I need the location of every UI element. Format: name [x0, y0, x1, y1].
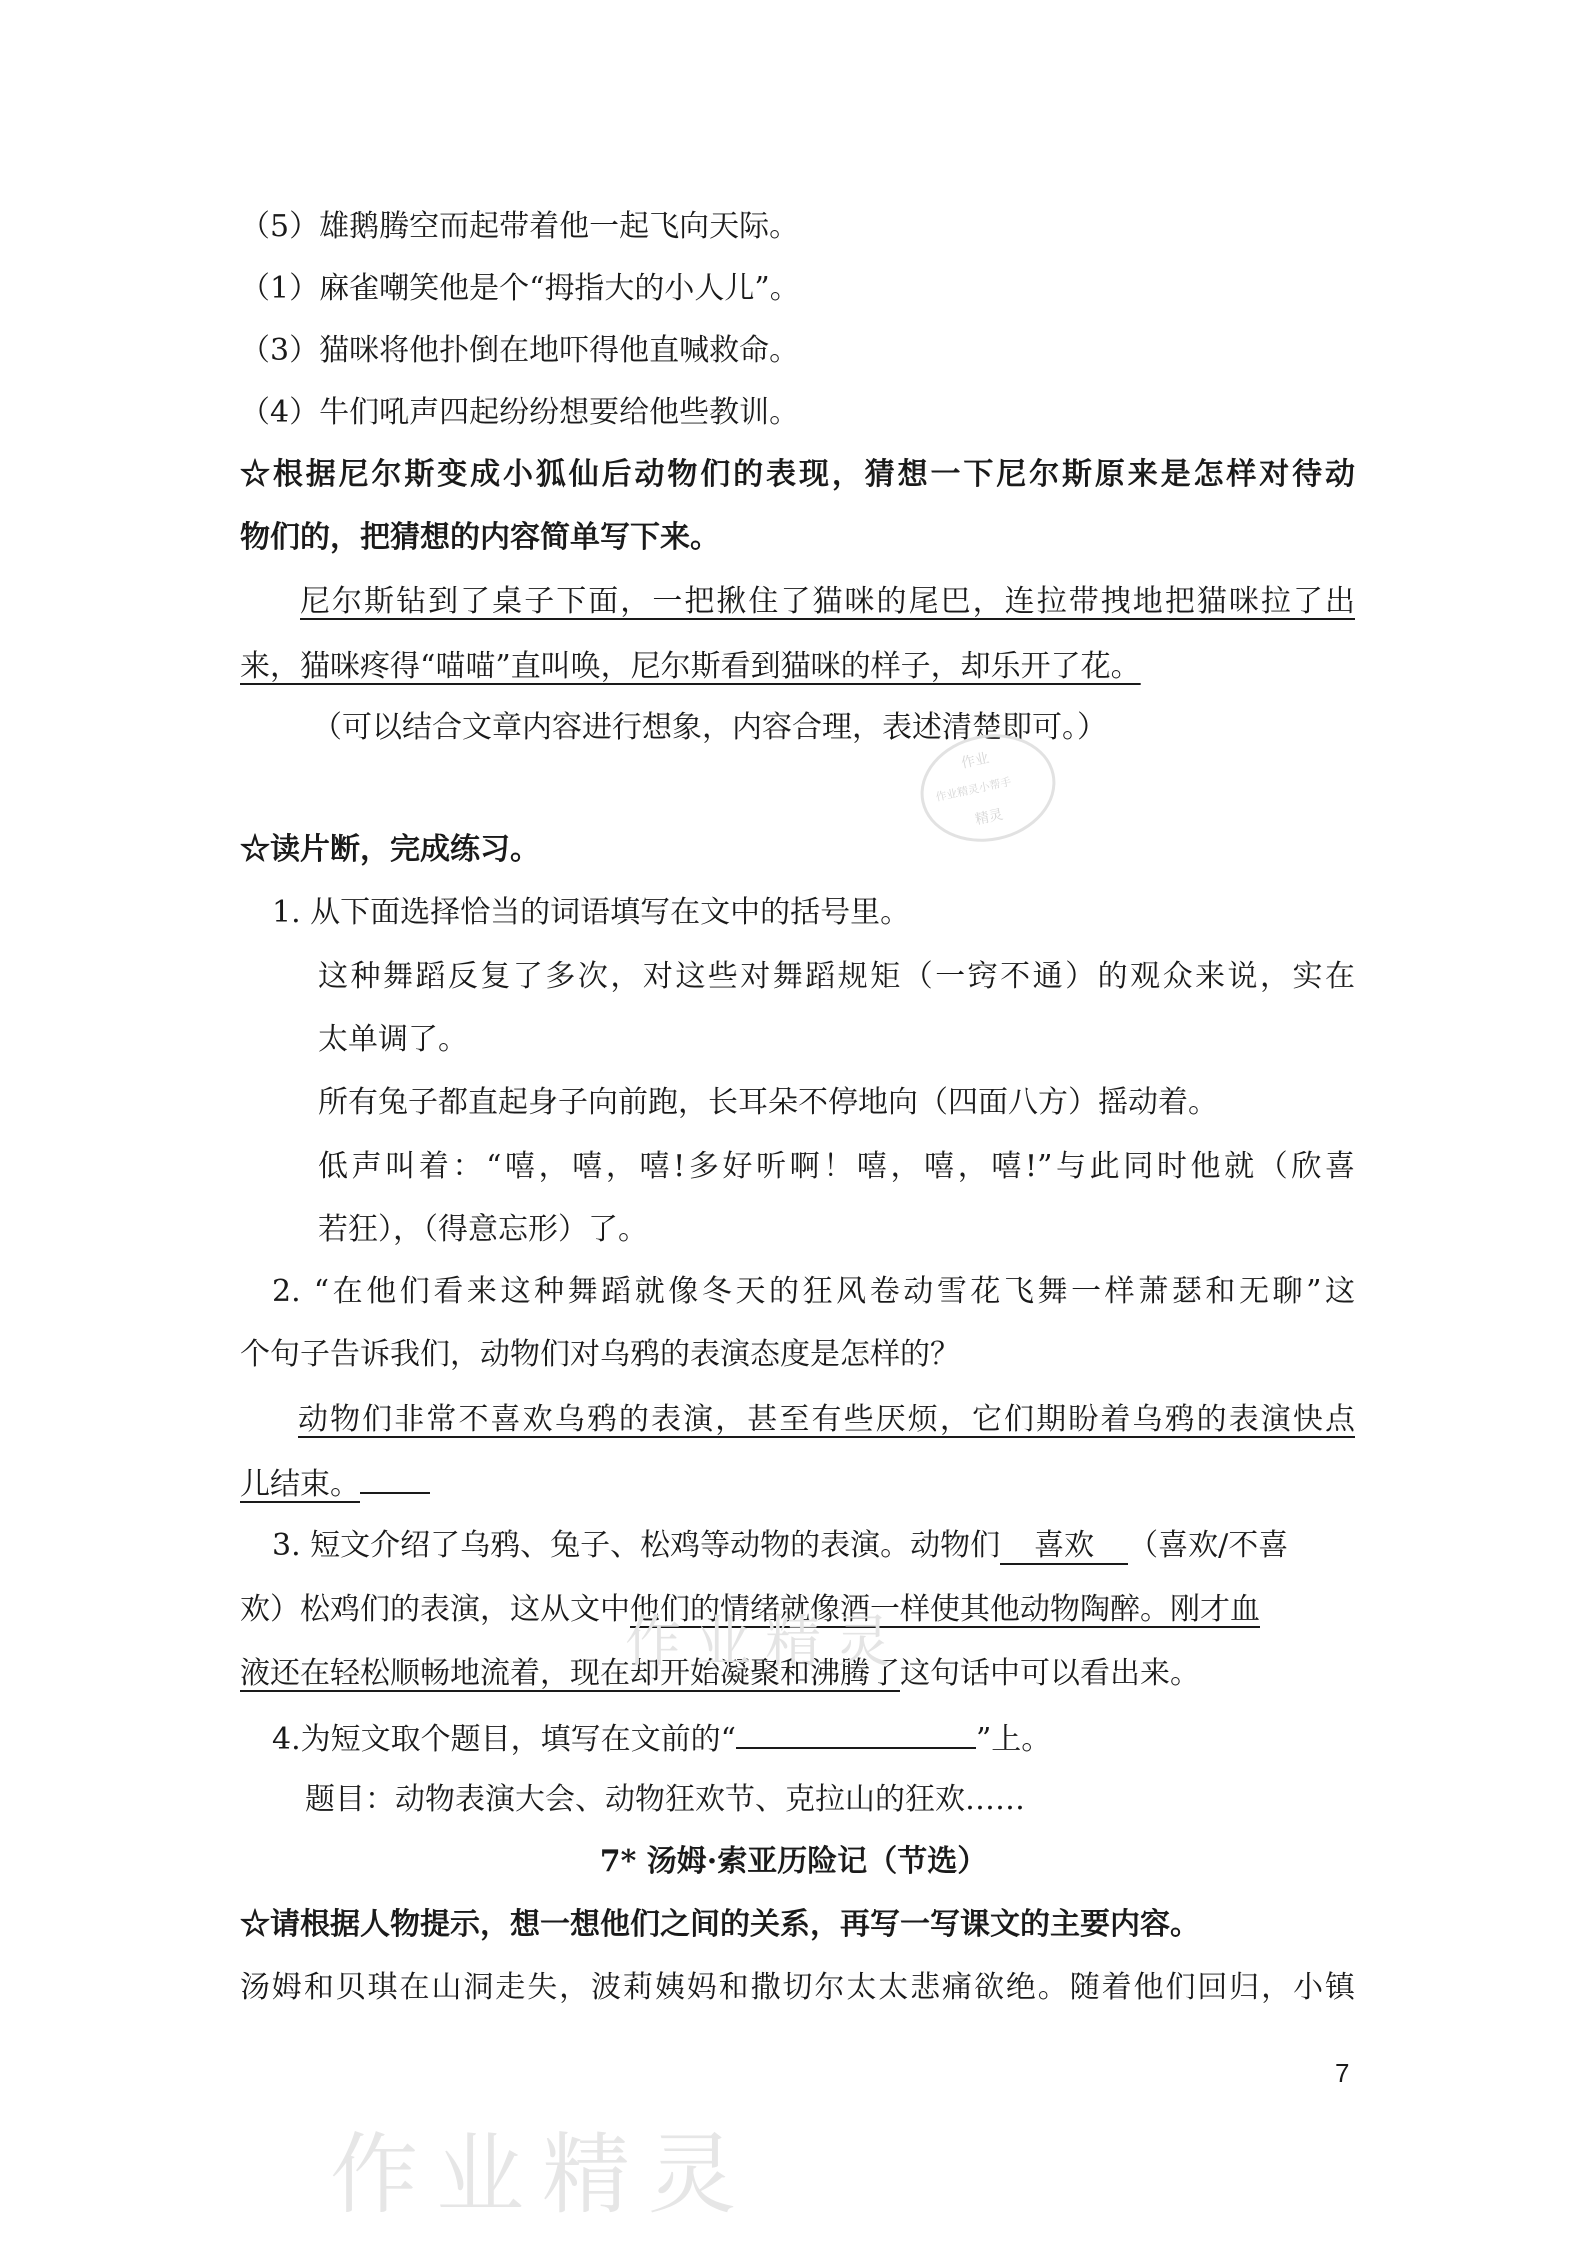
order-item-3: （3）猫咪将他扑倒在地吓得他直喊救命。: [240, 333, 800, 368]
order-item-1: （1）麻雀嘲笑他是个“拇指大的小人儿”。: [240, 271, 800, 306]
exercise-1-sentence-1a: 这种舞蹈反复了多次，对这些对舞蹈规矩（一窍不通）的观众来说，实在: [318, 959, 1355, 994]
question-relationship: ☆请根据人物提示，想一想他们之间的关系，再写一写课文的主要内容。: [240, 1907, 1200, 1942]
exercise-item-2-line1: 2. “在他们看来这种舞蹈就像冬天的狂风卷动雪花飞舞一样萧瑟和无聊”这: [272, 1274, 1355, 1309]
answer-note: （可以结合文章内容进行想象，内容合理，表述清楚即可。）: [312, 710, 1107, 745]
exercise-1-sentence-3b: 若狂），（得意忘形）了。: [318, 1212, 648, 1247]
exercise-item-3-line3: 液还在轻松顺畅地流着，现在却开始凝聚和沸腾了这句话中可以看出来。: [240, 1656, 1200, 1691]
question-guess-line2: 物们的，把猜想的内容简单写下来。: [240, 520, 720, 555]
exercise-item-4: 4.为短文取个题目，填写在文前的“ ”上。: [272, 1717, 1051, 1760]
answer-item-2-line1: 动物们非常不喜欢乌鸦的表演，甚至有些厌烦，它们期盼着乌鸦的表演快点: [298, 1402, 1355, 1437]
order-item-4: （4）牛们吼声四起纷纷想要给他些教训。: [240, 395, 800, 430]
answer-item-3-quote-part2: 液还在轻松顺畅地流着，现在却开始凝聚和沸腾了: [240, 1656, 900, 1691]
answer-guess-line2: 来，猫咪疼得“喵喵”直叫唤，尼尔斯看到猫咪的样子，却乐开了花。: [240, 649, 1141, 684]
watermark-stamp: 作业 作业精灵小帮手 精灵: [910, 722, 1065, 854]
question-guess-line1: ☆根据尼尔斯变成小狐仙后动物们的表现，猜想一下尼尔斯原来是怎样对待动: [240, 457, 1355, 492]
exercise-1-sentence-3a: 低声叫着：“嘻，嘻，嘻!多好听啊！嘻，嘻，嘻!”与此同时他就（欣喜: [318, 1149, 1355, 1184]
watermark-bottom: 作业精灵: [330, 2123, 755, 2226]
exercise-item-2-line2: 个句子告诉我们，动物们对乌鸦的表演态度是怎样的？: [240, 1337, 960, 1372]
watermark-middle: 作业精灵: [625, 1610, 905, 1675]
page-number: 7: [1335, 2058, 1350, 2088]
exercise-item-3-line2: 欢）松鸡们的表演，这从文中他们的情绪就像酒一样使其他动物陶醉。刚才血: [240, 1592, 1260, 1627]
exercise-1-sentence-1b: 太单调了。: [318, 1022, 468, 1057]
answer-item-4: 题目：动物表演大会、动物狂欢节、克拉山的狂欢……: [305, 1782, 1025, 1817]
chapter-title: 7* 汤姆·索亚历险记（节选）: [599, 1844, 988, 1879]
answer-item-3-quote-part1: 他们的情绪就像酒一样使其他动物陶醉。刚才血: [630, 1592, 1260, 1627]
section-read-heading: ☆读片断，完成练习。: [240, 832, 540, 867]
title-blank: [736, 1717, 976, 1749]
exercise-item-3-line1: 3. 短文介绍了乌鸦、兔子、松鸡等动物的表演。动物们 喜欢 （喜欢/不喜: [272, 1528, 1289, 1563]
answer-guess-line1: 尼尔斯钻到了桌子下面，一把揪住了猫咪的尾巴，连拉带拽地把猫咪拉了出: [300, 584, 1355, 619]
answer-item-2-line2: 儿结束。: [240, 1462, 430, 1505]
answer-relationship-line1: 汤姆和贝琪在山洞走失，波莉姨妈和撒切尔太太悲痛欲绝。随着他们回归，小镇: [240, 1970, 1355, 2005]
exercise-1-sentence-2: 所有兔子都直起身子向前跑，长耳朵不停地向（四面八方）摇动着。: [318, 1085, 1218, 1120]
order-item-5: （5）雄鹅腾空而起带着他一起飞向天际。: [240, 209, 800, 244]
answer-item-3-choice: 喜欢: [1000, 1529, 1128, 1565]
exercise-item-1: 1. 从下面选择恰当的词语填写在文中的括号里。: [272, 895, 911, 930]
